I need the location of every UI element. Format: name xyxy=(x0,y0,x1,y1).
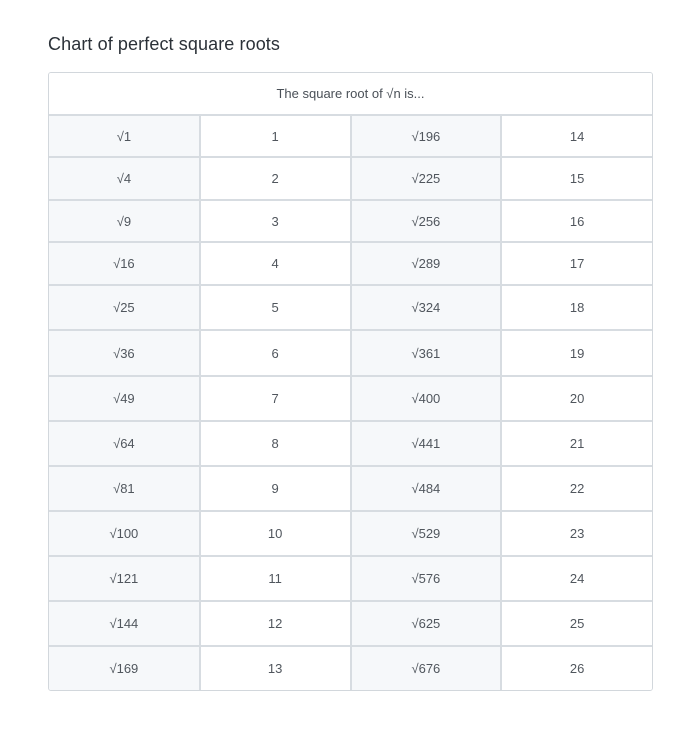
root-value-cell: 25 xyxy=(501,601,652,646)
root-value-cell: 3 xyxy=(200,200,351,242)
radical-cell: √36 xyxy=(49,330,200,376)
root-value-cell: 7 xyxy=(200,376,351,421)
root-value-cell: 12 xyxy=(200,601,351,646)
root-value-cell: 23 xyxy=(501,511,652,556)
root-value-cell: 26 xyxy=(501,646,652,690)
square-roots-grid xyxy=(49,73,652,690)
radical-cell: √64 xyxy=(49,421,200,466)
radical-cell: √484 xyxy=(351,466,502,511)
root-value-cell: 8 xyxy=(200,421,351,466)
root-value-cell: 22 xyxy=(501,466,652,511)
radical-cell: √225 xyxy=(351,157,502,200)
radical-cell: √676 xyxy=(351,646,502,690)
table-row xyxy=(49,646,652,690)
root-value-cell: 2 xyxy=(200,157,351,200)
radical-cell: √441 xyxy=(351,421,502,466)
table-row xyxy=(49,242,652,285)
page-title: Chart of perfect square roots xyxy=(48,34,281,54)
root-value-cell: 21 xyxy=(501,421,652,466)
table-row xyxy=(49,556,652,601)
radical-cell: √529 xyxy=(351,511,502,556)
radical-cell: √324 xyxy=(351,285,502,330)
radical-cell: √256 xyxy=(351,200,502,242)
root-value-cell: 9 xyxy=(200,466,351,511)
table-row xyxy=(49,376,652,421)
radical-cell: √121 xyxy=(49,556,200,601)
radical-cell: √400 xyxy=(351,376,502,421)
radical-cell: √1 xyxy=(49,115,200,157)
root-value-cell: 4 xyxy=(200,242,351,285)
root-value-cell: 5 xyxy=(200,285,351,330)
root-value-cell: 13 xyxy=(200,646,351,690)
radical-cell: √196 xyxy=(351,115,502,157)
radical-cell: √49 xyxy=(49,376,200,421)
table-row xyxy=(49,421,652,466)
root-value-cell: 1 xyxy=(200,115,351,157)
table-row xyxy=(49,330,652,376)
radical-cell: √25 xyxy=(49,285,200,330)
table-row xyxy=(49,466,652,511)
radical-cell: √100 xyxy=(49,511,200,556)
table-row xyxy=(49,601,652,646)
root-value-cell: 14 xyxy=(501,115,652,157)
root-value-cell: 11 xyxy=(200,556,351,601)
radical-cell: √289 xyxy=(351,242,502,285)
radical-cell: √81 xyxy=(49,466,200,511)
table-header: The square root of √n is... xyxy=(49,73,652,115)
table-row xyxy=(49,157,652,200)
root-value-cell: 24 xyxy=(501,556,652,601)
radical-cell: √169 xyxy=(49,646,200,690)
root-value-cell: 20 xyxy=(501,376,652,421)
root-value-cell: 10 xyxy=(200,511,351,556)
radical-cell: √625 xyxy=(351,601,502,646)
root-value-cell: 15 xyxy=(501,157,652,200)
root-value-cell: 6 xyxy=(200,330,351,376)
table-row xyxy=(49,200,652,242)
square-roots-table xyxy=(48,72,653,691)
radical-cell: √16 xyxy=(49,242,200,285)
radical-cell: √144 xyxy=(49,601,200,646)
radical-cell: √361 xyxy=(351,330,502,376)
radical-cell: √4 xyxy=(49,157,200,200)
root-value-cell: 19 xyxy=(501,330,652,376)
root-value-cell: 18 xyxy=(501,285,652,330)
table-body xyxy=(49,115,652,690)
table-header-row xyxy=(49,73,652,115)
radical-cell: √576 xyxy=(351,556,502,601)
table-row xyxy=(49,115,652,157)
root-value-cell: 17 xyxy=(501,242,652,285)
table-row xyxy=(49,285,652,330)
table-row xyxy=(49,511,652,556)
radical-cell: √9 xyxy=(49,200,200,242)
root-value-cell: 16 xyxy=(501,200,652,242)
